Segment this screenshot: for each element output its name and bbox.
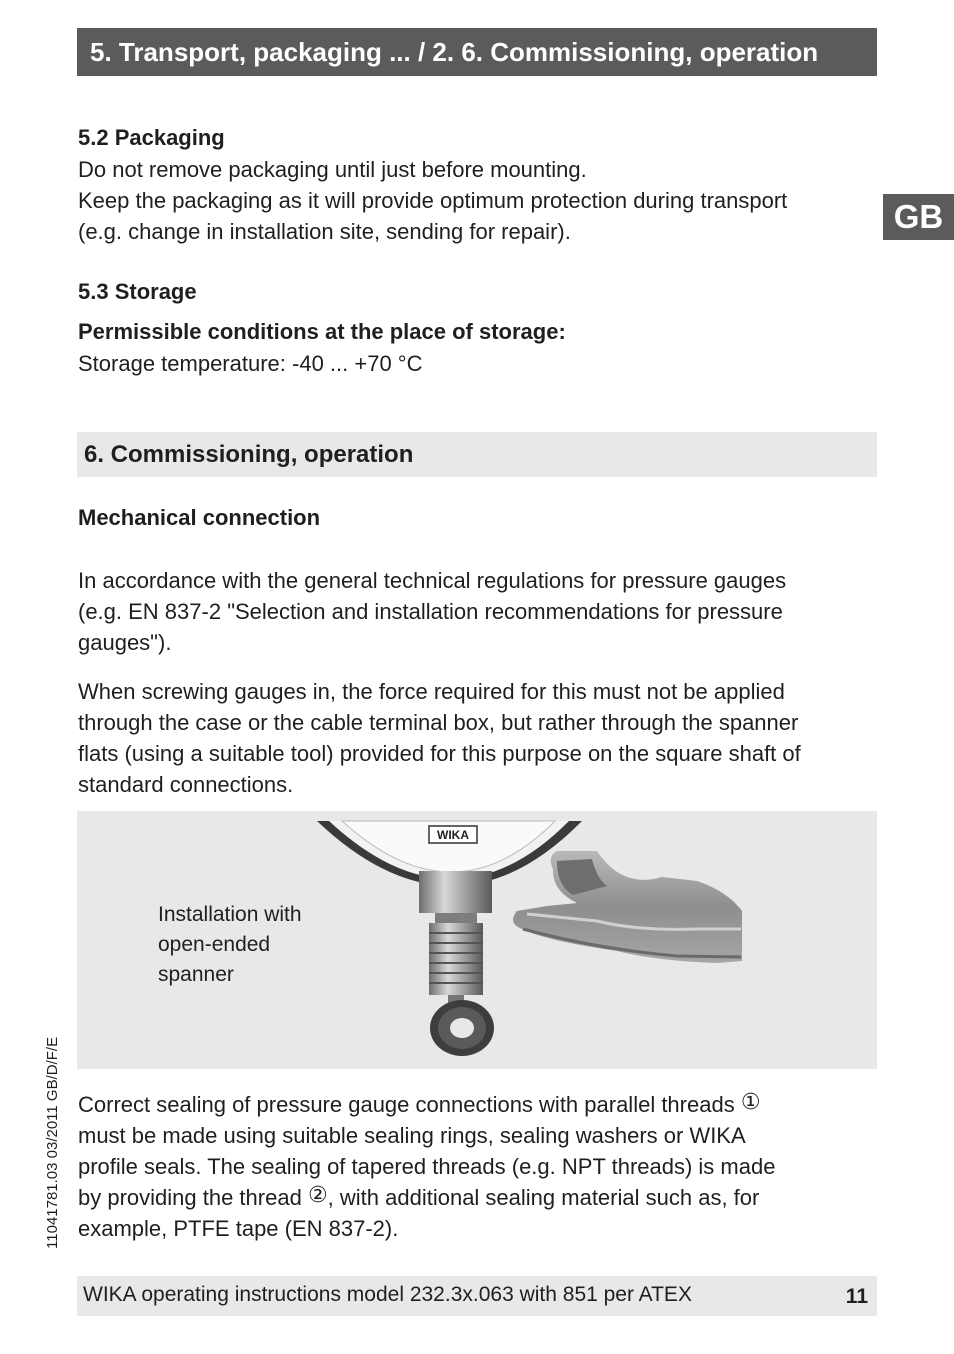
wika-logo [429, 826, 477, 843]
paragraph-line [78, 1182, 878, 1213]
packaging-line: Do not remove packaging until just before mounting. [78, 157, 587, 182]
regulations-paragraph [78, 565, 878, 658]
commissioning-heading: 6. Commissioning, operation [84, 441, 414, 468]
paragraph-line: must be made using suitable sealing rings, sealing washers or WIKA [78, 1123, 746, 1148]
paragraph-line: gauges"). [78, 630, 172, 655]
screwing-paragraph [78, 676, 878, 800]
storage-conditions-heading: Permissible conditions at the place of storage: [78, 319, 566, 344]
paragraph-line: example, PTFE tape (EN 837-2). [78, 1216, 399, 1241]
gauge-socket [419, 871, 492, 1005]
thread-marker-1: ① [740, 1089, 761, 1114]
paragraph-line: When screwing gauges in, the force required for this must not be applied [78, 679, 785, 704]
storage-heading: 5.3 Storage [78, 279, 197, 304]
language-tab: GB [883, 194, 954, 240]
document-code: 11041781.03 03/2011 GB/D/F/E [44, 1036, 61, 1249]
paragraph-line: standard connections. [78, 772, 294, 797]
sealing-text: Correct sealing of pressure gauge connections with parallel threads [78, 1092, 741, 1117]
paragraph-line: (e.g. EN 837-2 "Selection and installation recommendations for pressure [78, 599, 783, 624]
sealing-washer [430, 1000, 494, 1056]
packaging-line: (e.g. change in installation site, sending for repair). [78, 219, 571, 244]
footer-text: WIKA operating instructions model 232.3x.063 with 851 per ATEX [83, 1283, 692, 1306]
caption-line: spanner [158, 963, 234, 986]
page-header-bar [77, 28, 877, 76]
page-header-title: 5. Transport, packaging ... / 2. 6. Commissioning, operation [90, 37, 819, 67]
installation-figure [77, 811, 877, 1069]
commissioning-section-bar [77, 432, 877, 477]
caption-line: Installation with [158, 903, 302, 926]
storage-temperature-text: Storage temperature: -40 ... +70 °C [78, 351, 423, 376]
paragraph-line [78, 1089, 878, 1120]
svg-text:WIKA: WIKA [437, 828, 469, 842]
storage-temperature [78, 348, 878, 379]
packaging-text [78, 154, 878, 247]
open-ended-spanner [513, 851, 742, 963]
paragraph-line: through the case or the cable terminal box, but rather through the spanner [78, 710, 799, 735]
thread-marker-2: ② [307, 1182, 328, 1207]
sealing-paragraph [78, 1089, 878, 1244]
packaging-line: Keep the packaging as it will provide optimum protection during transport [78, 188, 788, 213]
sealing-text: , with additional sealing material such as, for [327, 1185, 760, 1210]
page-number: 11 [845, 1285, 868, 1308]
paragraph-line: flats (using a suitable tool) provided for this purpose on the square shaft of [78, 741, 801, 766]
mechanical-connection-heading: Mechanical connection [78, 505, 321, 530]
paragraph-line: In accordance with the general technical regulations for pressure gauges [78, 568, 787, 593]
gauge-and-spanner-illustration [77, 811, 877, 1069]
sealing-text: by providing the thread [78, 1185, 308, 1210]
packaging-heading: 5.2 Packaging [78, 125, 225, 150]
paragraph-line: profile seals. The sealing of tapered threads (e.g. NPT threads) is made [78, 1154, 776, 1179]
caption-line: open-ended [158, 933, 271, 956]
page-footer [77, 1276, 877, 1316]
